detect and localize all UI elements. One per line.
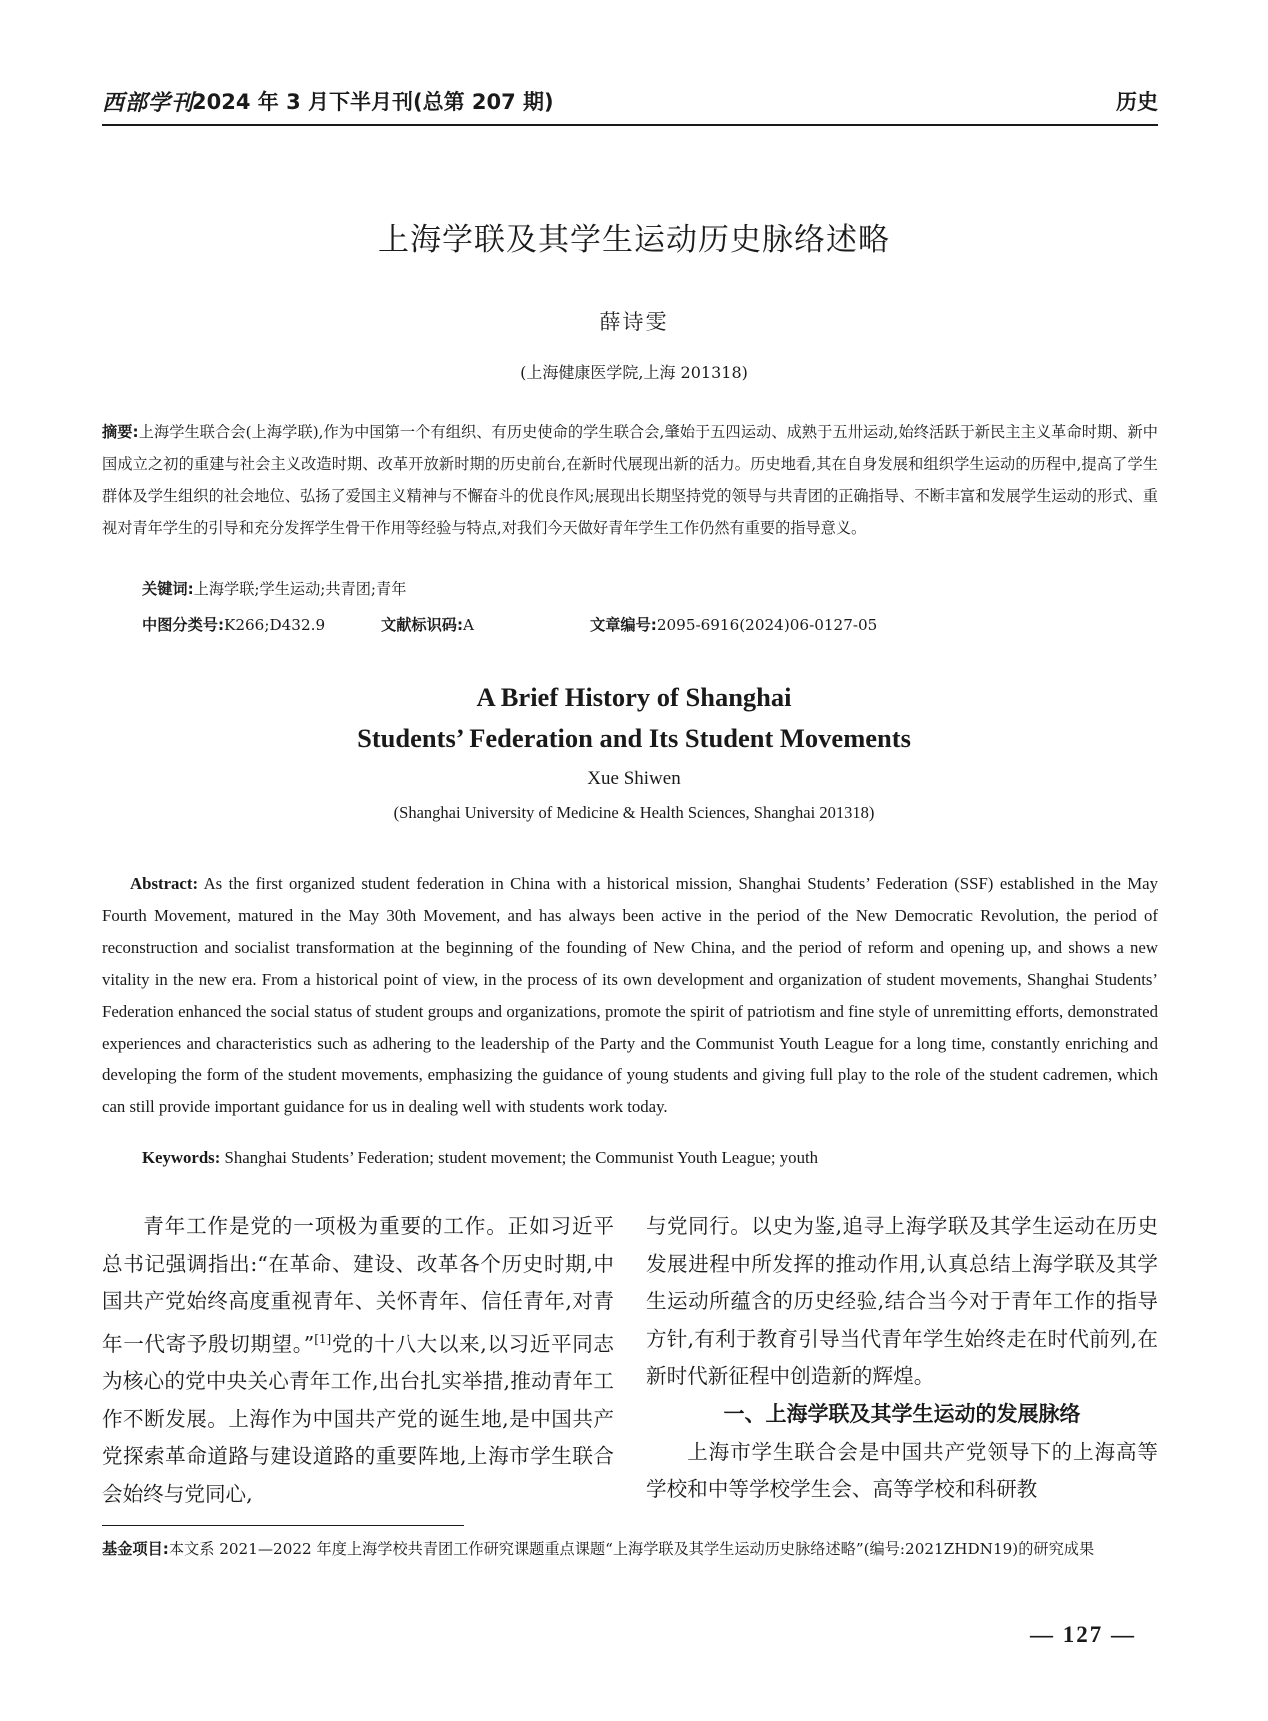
body-paragraph bbox=[102, 1208, 614, 1514]
issue-info: 2024 年 3 月下半月刊(总第 207 期) bbox=[192, 90, 554, 114]
doc-code bbox=[381, 614, 474, 635]
section-heading: 一、上海学联及其学生运动的发展脉络 bbox=[723, 1401, 1081, 1426]
keywords-en bbox=[142, 1148, 818, 1168]
journal-name: 西部学刊 bbox=[102, 90, 195, 116]
funding-label: 基金项目: bbox=[102, 1540, 169, 1558]
abstract-cn-text: 上海学生联合会(上海学联),作为中国第一个有组织、有历史使命的学生联合会,肇始于五四运动、成熟于五卅运动,始终活跃于新民主主义革命时期、新中国成立之初的重建与社会主义改造时期、改革开放新时期的历史前台,在新时代展现出新的活力。历史地看,其在自身发展和组织学生运动的历程中,提高了学生群体及学生组织的社会地位、弘扬了爱国主义精神与不懈奋斗的优良作风;展现出长期坚持党的领导与共青团的正确指导、不断丰富和发展学生运动的形式、重视对青年学生的引导和充分发挥学生骨干作用等经验与特点,对我们今天做好青年学生工作仍然有重要的指导意义。 bbox=[102, 423, 1158, 537]
article-title-en-line1: A Brief History of Shanghai bbox=[476, 682, 792, 712]
abstract-en-label: Abstract: bbox=[130, 874, 199, 893]
article-title-cn: 上海学联及其学生运动历史脉络述略 bbox=[378, 222, 890, 258]
keywords-en-text: Shanghai Students’ Federation; student movement; the Communist Youth League; youth bbox=[224, 1148, 819, 1167]
doc-code-value: A bbox=[463, 616, 474, 634]
keywords-cn-text: 上海学联;学生运动;共青团;青年 bbox=[193, 580, 407, 598]
keywords-en-label: Keywords: bbox=[142, 1148, 221, 1167]
clc-number bbox=[142, 614, 325, 635]
author-name-en: Xue Shiwen bbox=[587, 768, 681, 789]
article-number-value: 2095-6916(2024)06-0127-05 bbox=[656, 616, 878, 634]
citation-ref: [1] bbox=[314, 1331, 332, 1346]
abstract-cn bbox=[102, 416, 1158, 544]
body-text: 青年工作是党的一项极为重要的工作。正如习近平总书记强调指出:“在革命、建设、改革各个历史时期,中国共产党始终高度重视青年、关怀青年、信任青年,对青年一代寄予殷切期望。” bbox=[102, 1214, 614, 1356]
section-label: 历史 bbox=[1116, 90, 1158, 114]
page-number: — 127 — bbox=[1030, 1622, 1136, 1647]
abstract-en-text: As the first organized student federation in China with a historical mission, Shanghai Students’ Federation (SSF) established in the May Fourth Movement, matured in the May 30th Movement, and has always been active in the period of the New Democratic Revolution, the period of reconstruction and socialist transformation at the beginning of the founding of New China, and the period of reform and opening up, and shows a new vitality in the new era. From a historical point of view, in the process of its own development and organization of student movements, Shanghai Students’ Federation enhanced the social status of student groups and organizations, promote the spirit of patriotism and fine style of unremitting efforts, demonstrated experiences and characteristics such as adhering to the leadership of the Party and the Communist Youth League for a long time, constantly enriching and developing the form of the student movements, emphasizing the guidance of young students and giving full play to the role of the student cadremen, which can still provide important guidance for us in dealing well with students work today. bbox=[102, 874, 1158, 1117]
running-header bbox=[102, 86, 1158, 122]
body-text: 党的十八大以来,以习近平同志为核心的党中央关心青年工作,出台扎实举措,推动青年工作不断发展。上海作为中国共产党的诞生地,是中国共产党探索革命道路与建设道路的重要阵地,上海市学生联合会始终与党同心, bbox=[102, 1331, 614, 1507]
affiliation-cn: (上海健康医学院,上海 201318) bbox=[520, 363, 748, 382]
author-name-cn: 薛诗雯 bbox=[599, 310, 669, 334]
header-rule bbox=[102, 124, 1158, 126]
abstract-en bbox=[102, 868, 1158, 1123]
body-column-left bbox=[102, 1208, 614, 1514]
funding-text: 本文系 2021—2022 年度上海学校共青团工作研究课题重点课题“上海学联及其学生运动历史脉络述略”(编号:2021ZHDN19)的研究成果 bbox=[168, 1540, 1095, 1558]
footnote-rule bbox=[102, 1525, 464, 1526]
keywords-cn bbox=[142, 578, 406, 599]
clc-value: K266;D432.9 bbox=[224, 616, 326, 634]
body-column-right bbox=[646, 1208, 1158, 1509]
classification-row bbox=[142, 614, 1158, 638]
abstract-cn-label: 摘要: bbox=[102, 423, 139, 441]
body-paragraph: 上海市学生联合会是中国共产党领导下的上海高等学校和中等学校学生会、高等学校和科研教 bbox=[646, 1439, 1158, 1502]
doc-code-label: 文献标识码: bbox=[381, 616, 464, 634]
article-number-label: 文章编号: bbox=[590, 616, 657, 634]
affiliation-en: (Shanghai University of Medicine & Health Sciences, Shanghai 201318) bbox=[393, 803, 875, 822]
article-title-en-line2: Students’ Federation and Its Student Movements bbox=[357, 723, 911, 753]
article-number bbox=[590, 614, 877, 635]
body-paragraph: 与党同行。以史为鉴,追寻上海学联及其学生运动在历史发展进程中所发挥的推动作用,认真总结上海学联及其学生运动所蕴含的历史经验,结合当今对于青年工作的指导方针,有利于教育引导当代青年学生始终走在时代前列,在新时代新征程中创造新的辉煌。 bbox=[646, 1214, 1158, 1389]
keywords-cn-label: 关键词: bbox=[142, 580, 194, 598]
clc-label: 中图分类号: bbox=[142, 616, 225, 634]
funding-note bbox=[102, 1534, 1158, 1564]
